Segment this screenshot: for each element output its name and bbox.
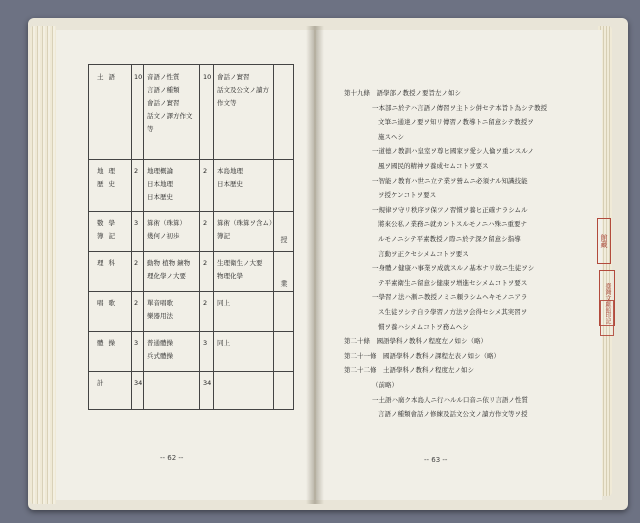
content-year1-line: 幾何ノ初歩 (147, 232, 180, 240)
article-text-line: 一規律ヲ守リ秩序ヲ保ツノ習慣ヲ養ヒ正確ナラシムル (372, 205, 528, 214)
hours-year2-cell: 34 (203, 379, 212, 387)
subject-cell: 唱歌 (97, 299, 120, 307)
library-stamp: 館藏 (597, 218, 611, 264)
content-year1-line: 會話ノ實習 (147, 99, 180, 107)
content-year1-line: 理化學ノ大要 (147, 272, 186, 280)
article-text-line: 一本部ニ於テハ言語ノ傳習ヲ主トシ併セテ本旨ト為シテ教授 (372, 103, 548, 112)
side-label-top: 授 (280, 236, 288, 243)
side-label-bottom: 業 (280, 280, 288, 287)
subject-cell: 體操 (97, 339, 120, 347)
article-text-line: 言動ヲ正クセシメムコトヲ要ス (378, 249, 469, 258)
article-text-line: ルモノニシテ平素教授ノ際ニ於テ深ク留意シ指導 (378, 235, 521, 243)
article-heading: 第二十條 國語學科ノ教科ノ程度左ノ如シ（略） (344, 337, 487, 346)
content-year1-line: 單音唱歌 (147, 299, 173, 307)
left-page-number: -- 62 -- (160, 454, 184, 462)
content-year1-line: 話文ノ譯方作文 (147, 112, 193, 120)
subject-cell: 數學 簿記 (97, 219, 120, 240)
content-year1-line: 動物 植物 鑛物 (147, 259, 191, 267)
content-year1-line: 日本歴史 (147, 193, 173, 201)
article-text-line: ヲ授ケンコトヲ要ス (378, 191, 437, 200)
hours-year1-cell: 2 (134, 259, 139, 267)
hours-year1-cell: 3 (134, 219, 139, 227)
content-year2-line: 生理衛生ノ大要 (217, 259, 263, 267)
content-year1-line: 日本地理 (147, 180, 173, 188)
library-mark: 印記 (600, 300, 614, 336)
article-text-line: 文筆ニ通達ノ要ヲ知リ傳習ノ教導トニ留意シテ教授ヲ (378, 118, 534, 127)
content-year1-line: 算術（珠算） (147, 219, 186, 227)
hours-year1-cell: 3 (134, 339, 139, 347)
table-row (89, 291, 293, 332)
table-row (89, 251, 293, 292)
hours-year2-cell: 2 (203, 299, 208, 307)
hours-year2-cell: 2 (203, 259, 208, 267)
hours-year1-cell: 2 (134, 167, 139, 175)
content-year1-line: 地理概論 (147, 167, 173, 175)
table-row (89, 211, 293, 252)
subject-cell: 計 (97, 379, 109, 387)
hours-year1-cell: 34 (134, 379, 143, 387)
content-year2-line: 簿記 (217, 232, 230, 240)
content-year2-line: 同上 (217, 299, 230, 307)
table-row (89, 159, 293, 212)
article-heading: 第二十二條 土語學科ノ教科ノ程度左ノ如シ (344, 366, 474, 375)
hours-year2-cell: 2 (203, 167, 208, 175)
subject-cell: 土語 (97, 73, 120, 81)
table-row (89, 371, 293, 409)
content-year1-line: 兵式體操 (147, 352, 173, 360)
hours-year2-cell: 2 (203, 219, 208, 227)
right-page-number: -- 63 -- (424, 456, 448, 464)
book-gutter (306, 26, 324, 504)
library-seal: 臺灣文獻館 (599, 270, 615, 326)
content-year1-line: 音語ノ性質 (147, 73, 180, 81)
table-row (89, 65, 293, 160)
article-heading: 第十九條 語學部ノ教授ノ要旨左ノ如シ (344, 89, 461, 97)
page-edges-left (30, 26, 56, 504)
content-year1-line: 言語ノ種類 (147, 86, 180, 94)
content-year2-line: 本島地理 (217, 167, 243, 175)
article-text-line: 一學習ノ法ハ漸ニ教授ノミニ頼ラシムヘキモノニアラ (372, 293, 528, 302)
content-year2-line: 話文及公文ノ讀方 (217, 86, 269, 94)
hours-year1-cell: 10 (134, 73, 143, 81)
article-text-line: 言語ノ種類會話ノ修練及話文公文ノ讀方作文等ヲ授 (378, 410, 528, 419)
content-year2-line: 物理化學 (217, 272, 243, 280)
article-text-line: ス生徒ヲシテ自ラ學習ノ方法ヲ会得セシメ其実習ヲ (378, 308, 528, 316)
content-year2-line: 作文等 (217, 99, 237, 107)
content-year2-line: 同上 (217, 339, 230, 347)
article-text-line: 一身體ノ健康ハ事業ヲ成就スルノ基本ナリ故ニ生徒ヲシ (372, 264, 535, 273)
content-year2-line: 會話ノ實習 (217, 73, 250, 81)
curriculum-table (88, 64, 294, 410)
subject-cell: 地理 歴史 (97, 167, 120, 188)
hours-year1-cell: 2 (134, 299, 139, 307)
subject-cell: 理科 (97, 259, 120, 267)
article-text-line: 慣ヲ養ハシメムコトヲ務ムヘシ (378, 322, 469, 331)
article-text-line: （前略） (372, 381, 398, 389)
content-year1-line: 普通體操 (147, 339, 173, 347)
hours-year2-cell: 10 (203, 73, 212, 81)
article-text-line: 一土語ハ廣ク本島人ニ行ハルル口音ニ依リ言語ノ性質 (372, 395, 528, 404)
article-text-line: 風ヲ國民的精神ヲ養成セムコトヲ要ス (378, 162, 489, 170)
article-text-line: 施スヘシ (378, 132, 404, 141)
content-year2-line: 日本歴史 (217, 180, 243, 188)
content-year1-line: 等 (147, 125, 154, 133)
hours-year2-cell: 3 (203, 339, 208, 347)
article-heading: 第二十一條 國語學科ノ教科ノ課程左表ノ如シ（略） (344, 351, 500, 360)
article-text-line: テ平素衛生ニ留意シ健康ヲ增進セシメムコトヲ要ス (378, 278, 528, 287)
article-text-line: 一道德ノ教訓ハ皇室ヲ尊ヒ國家ヲ愛シ人倫ヲ重ンスルノ (372, 147, 535, 156)
article-text-line: 一智能ノ教育ハ世ニ立テ業ヲ營ムニ必須ナル知識技能 (372, 176, 528, 185)
content-year2-line: 算術（珠算ヲ含ム） (217, 219, 276, 227)
content-year1-line: 樂器用法 (147, 312, 173, 320)
table-row (89, 331, 293, 372)
article-text-line: 將來公私ノ業務ニ就カントスルモノニハ殊ニ重要ナ (378, 220, 528, 229)
